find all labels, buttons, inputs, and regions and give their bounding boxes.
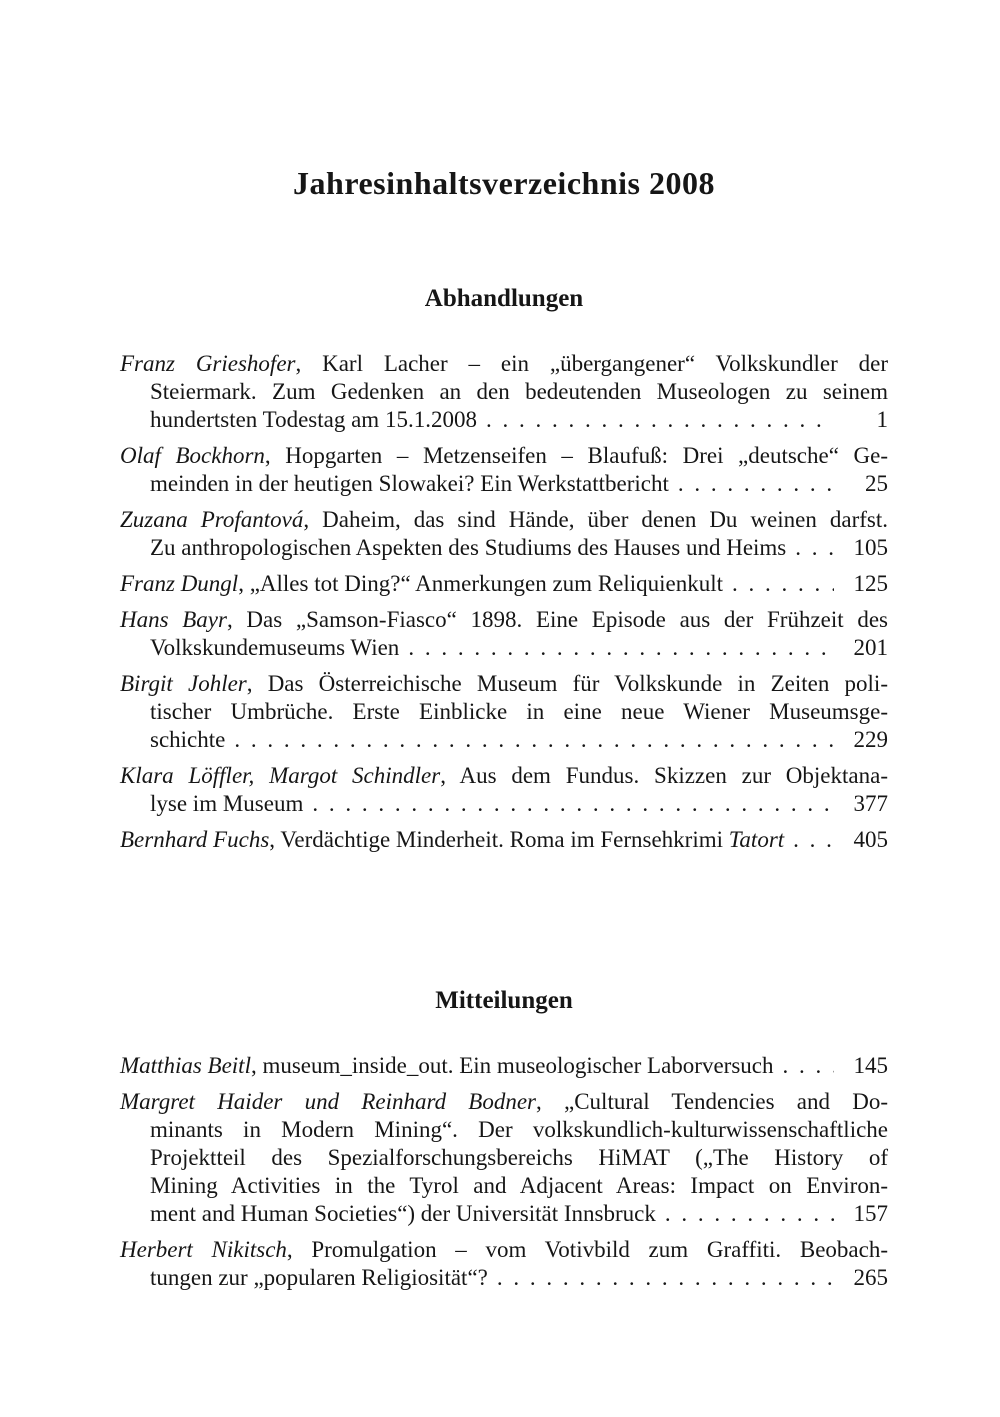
- title-text: meinden in der heutigen Slowakei? Ein Werkstattbericht: [150, 471, 669, 496]
- entry-text: [150, 379, 888, 404]
- title-text: Steiermark. Zum Gedenken an den bedeutenden Museologen zu seinem: [150, 379, 888, 404]
- entry-line: [120, 470, 888, 498]
- entry-text: [150, 634, 399, 662]
- toc-entry: [120, 506, 888, 562]
- title-text: , „Alles tot Ding?“ Anmerkungen zum Reliquienkult: [238, 571, 724, 596]
- toc-entry: [120, 826, 888, 854]
- page-number: 25: [865, 471, 888, 496]
- section-heading: Mitteilungen: [435, 987, 573, 1014]
- entry-text: [150, 1145, 888, 1170]
- dot-leader: [795, 534, 834, 562]
- entry-text: [120, 351, 888, 376]
- entry-line: [120, 606, 888, 634]
- toc-entry: [120, 670, 888, 754]
- toc-entry: [120, 442, 888, 498]
- page-number: 125: [853, 571, 888, 596]
- entry-text: [120, 826, 784, 854]
- entry-text: [120, 1089, 888, 1114]
- author-name: Tatort: [728, 827, 785, 852]
- author-name: Hans Bayr: [120, 607, 227, 632]
- entry-line: [120, 506, 888, 534]
- page-title: Jahresinhaltsverzeichnis 2008: [293, 165, 715, 201]
- page-number: 265: [853, 1265, 888, 1290]
- entry-line: [120, 406, 888, 434]
- title-text: , Das Österreichische Museum für Volkskunde in Zeiten poli-: [246, 671, 888, 696]
- author-name: Herbert Nikitsch: [120, 1237, 287, 1262]
- author-name: Margret Haider und Reinhard Bodner: [120, 1089, 537, 1114]
- author-name: Bernhard Fuchs: [120, 827, 270, 852]
- title-text: , Daheim, das sind Hände, über denen Du weinen darfst.: [303, 507, 888, 532]
- entry-text: [150, 470, 669, 498]
- entry-text: [120, 570, 723, 598]
- entry-line: [120, 1116, 888, 1144]
- entry-line: [120, 1052, 888, 1080]
- entry-text: [150, 1117, 888, 1142]
- entry-text: [150, 1173, 888, 1198]
- entry-line: [120, 726, 888, 754]
- page-number: 229: [853, 727, 888, 752]
- dot-leader: [486, 406, 834, 434]
- author-name: Birgit Johler: [120, 671, 247, 696]
- entry-line: [120, 790, 888, 818]
- entry-line: [120, 570, 888, 598]
- page-number: 377: [853, 791, 888, 816]
- entry-line: [120, 378, 888, 406]
- entry-line: [120, 634, 888, 662]
- author-name: Matthias Beitl: [120, 1053, 251, 1078]
- title-text: , „Cultural Tendencies and Do-: [536, 1089, 888, 1114]
- page-number: 157: [853, 1201, 888, 1226]
- entry-text: [120, 1052, 773, 1080]
- author-name: Klara Löffler, Margot Schindler: [120, 763, 441, 788]
- dot-leader: [793, 826, 834, 854]
- title-text: tischer Umbrüche. Erste Einblicke in eine neue Wiener Museumsge-: [150, 699, 888, 724]
- entry-text: [150, 534, 786, 562]
- entry-text: [150, 1200, 656, 1228]
- dot-leader: [312, 790, 834, 818]
- page-number: 105: [853, 535, 888, 560]
- entry-text: [120, 763, 888, 788]
- title-text: tungen zur „popularen Religiosität“?: [150, 1265, 488, 1290]
- title-text: ment and Human Societies“) der Universität Innsbruck: [150, 1201, 656, 1226]
- entry-line: [120, 534, 888, 562]
- entry-line: [120, 698, 888, 726]
- page-number: 201: [853, 635, 888, 660]
- title-text: , museum_inside_out. Ein museologischer Laborversuch: [250, 1053, 774, 1078]
- author-name: Olaf Bockhorn: [120, 443, 265, 468]
- author-name: Franz Grieshofer: [120, 351, 296, 376]
- sections-container: [120, 202, 888, 1292]
- toc-entry: [120, 1088, 888, 1228]
- title-text: Projektteil des Spezialforschungsbereichs HiMAT („The History of: [150, 1145, 888, 1170]
- dot-leader: [782, 1052, 834, 1080]
- title-text: , Hopgarten – Metzenseifen – Blaufuß: Drei „deutsche“ Ge-: [264, 443, 888, 468]
- dot-leader: [234, 726, 834, 754]
- entry-line: [120, 1088, 888, 1116]
- toc-section: [120, 202, 888, 854]
- entry-line: [120, 1236, 888, 1264]
- entry-text: [120, 1237, 888, 1262]
- page-number: 1: [876, 407, 888, 432]
- title-text: , Aus dem Fundus. Skizzen zur Objektana-: [440, 763, 888, 788]
- title-text: , Verdächtige Minderheit. Roma im Fernsehkrimi: [269, 827, 729, 852]
- entry-text: [150, 726, 225, 754]
- entry-text: [150, 406, 477, 434]
- page-number: 405: [853, 827, 888, 852]
- title-text: minants in Modern Mining“. Der volkskundlich-kulturwissenschaftliche: [150, 1117, 888, 1142]
- entry-line: [120, 762, 888, 790]
- dot-leader: [732, 570, 834, 598]
- entry-line: [120, 1264, 888, 1292]
- dot-leader: [408, 634, 834, 662]
- title-text: schichte: [150, 727, 226, 752]
- toc-entry: [120, 762, 888, 818]
- title-text: lyse im Museum: [150, 791, 304, 816]
- title-text: Mining Activities in the Tyrol and Adjacent Areas: Impact on Environ-: [150, 1173, 888, 1198]
- entry-line: [120, 350, 888, 378]
- entry-text: [150, 1264, 488, 1292]
- entry-text: [120, 443, 888, 468]
- toc-entry: [120, 606, 888, 662]
- entry-text: [120, 671, 888, 696]
- entry-text: [150, 790, 303, 818]
- entry-text: [120, 507, 888, 532]
- toc-entry: [120, 1052, 888, 1080]
- entry-line: [120, 1200, 888, 1228]
- title-text: hundertsten Todestag am 15.1.2008: [150, 407, 477, 432]
- entry-text: [150, 699, 888, 724]
- author-name: Franz Dungl: [120, 571, 239, 596]
- title-text: , Karl Lacher – ein „übergangener“ Volkskundler der: [295, 351, 888, 376]
- entry-line: [120, 1172, 888, 1200]
- entry-line: [120, 826, 888, 854]
- section-heading: Abhandlungen: [424, 285, 584, 312]
- title-text: , Das „Samson-Fiasco“ 1898. Eine Episode aus der Frühzeit des: [226, 607, 888, 632]
- dot-leader: [665, 1200, 834, 1228]
- author-name: Zuzana Profantová: [120, 507, 304, 532]
- page-number: 145: [853, 1053, 888, 1078]
- entry-line: [120, 670, 888, 698]
- title-text: Zu anthropologischen Aspekten des Studiums des Hauses und Heims: [150, 535, 787, 560]
- dot-leader: [497, 1264, 834, 1292]
- title-text: , Promulgation – vom Votivbild zum Graffiti. Beobach-: [286, 1237, 888, 1262]
- toc-entry: [120, 350, 888, 434]
- toc-entry: [120, 570, 888, 598]
- entry-text: [120, 607, 888, 632]
- title-text: Volkskundemuseums Wien: [150, 635, 400, 660]
- toc-entry: [120, 1236, 888, 1292]
- toc-section: [120, 862, 888, 1292]
- dot-leader: [678, 470, 834, 498]
- entry-line: [120, 442, 888, 470]
- entry-line: [120, 1144, 888, 1172]
